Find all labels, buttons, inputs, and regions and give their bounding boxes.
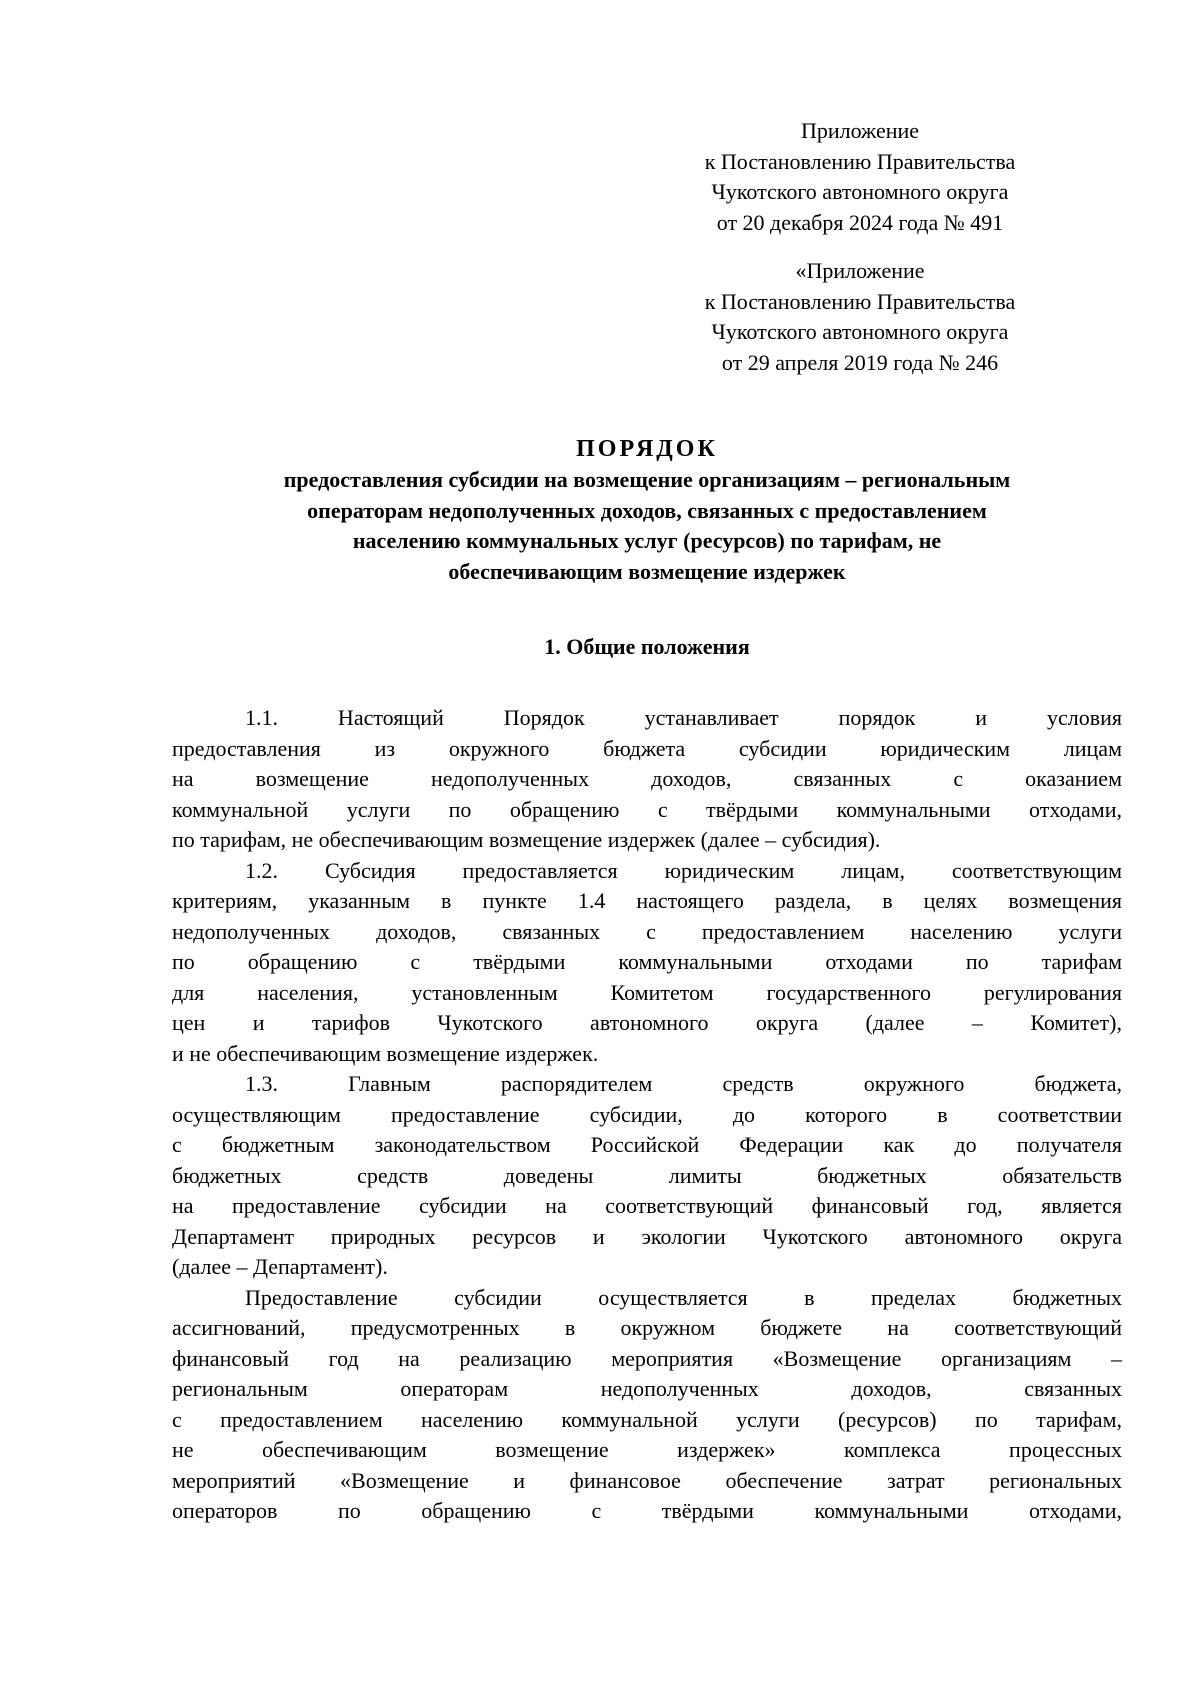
annex-line: к Постановлению Правительства <box>704 148 1016 174</box>
paragraph-line: критериям, указанным в пункте 1.4 настоящего раздела, в целях возмещения <box>172 888 1122 913</box>
paragraph-line: по тарифам, не обеспечивающим возмещение издержек (далее – субсидия). <box>172 827 881 852</box>
paragraph-line: цен и тарифов Чукотского автономного округа (далее – Комитет), <box>172 1010 1122 1035</box>
annex-line: от 29 апреля 2019 года № 246 <box>721 349 999 375</box>
paragraph-line: коммунальной услуги по обращению с твёрдыми коммунальными отходами, <box>172 796 1122 822</box>
paragraph-line: для населения, установленным Комитетом государственного регулирования <box>172 979 1122 1005</box>
paragraph-line: на предоставление субсидии на соответствующий финансовый год, является <box>172 1193 1122 1218</box>
paragraph-line: Предоставление субсидии осуществляется в пределах бюджетных <box>245 1284 1122 1310</box>
paragraph-line: по обращению с твёрдыми коммунальными отходами по тарифам <box>172 949 1122 974</box>
paragraph-line: с бюджетным законодательством Российской Федерации как до получателя <box>172 1132 1122 1157</box>
paragraph-line: осуществляющим предоставление субсидии, до которого в соответствии <box>172 1101 1122 1127</box>
document-body <box>172 703 1122 1527</box>
subtitle-line: предоставления субсидии на возмещение организациям – региональным <box>283 467 1011 492</box>
annex-line: Чукотского автономного округа <box>711 179 1009 204</box>
subtitle-line: обеспечивающим возмещение издержек <box>448 558 846 584</box>
paragraph-line: не обеспечивающим возмещение издержек» комплекса процессных <box>172 1437 1122 1462</box>
annex-line: к Постановлению Правительства <box>704 288 1016 314</box>
annex-header-original <box>690 256 1030 378</box>
document-title-block <box>172 433 1122 587</box>
paragraph-line: 1.3. Главным распорядителем средств окружного бюджета, <box>245 1071 1122 1096</box>
paragraph-line: ассигнований, предусмотренных в окружном бюджете на соответствующий <box>172 1315 1122 1340</box>
annex-line: Приложение <box>800 118 920 143</box>
annex-header-current <box>690 116 1030 238</box>
paragraph-line: региональным операторам недополученных доходов, связанных <box>172 1376 1122 1401</box>
subtitle-line: операторам недополученных доходов, связанных с предоставлением <box>307 497 987 523</box>
paragraph-line: операторов по обращению с твёрдыми коммунальными отходами, <box>172 1498 1122 1523</box>
paragraph-line: 1.1. Настоящий Порядок устанавливает порядок и условия <box>245 705 1122 730</box>
paragraph-line: финансовый год на реализацию мероприятия «Возмещение организациям – <box>172 1345 1122 1371</box>
subtitle-line: населению коммунальных услуг (ресурсов) по тарифам, не <box>352 528 942 553</box>
annex-line: Чукотского автономного округа <box>711 319 1009 344</box>
document-subtitle <box>172 465 1122 587</box>
paragraph-line: и не обеспечивающим возмещение издержек. <box>172 1040 599 1066</box>
paragraph-line: Департамент природных ресурсов и экологии Чукотского автономного округа <box>172 1223 1122 1249</box>
paragraph-line: на возмещение недополученных доходов, связанных с оказанием <box>172 766 1122 791</box>
paragraph-line: предоставления из окружного бюджета субсидии юридическим лицам <box>172 735 1122 761</box>
paragraph-line: 1.2. Субсидия предоставляется юридическим лицам, соответствующим <box>245 857 1122 883</box>
paragraph-line: недополученных доходов, связанных с предоставлением населению услуги <box>172 918 1122 944</box>
paragraph-line: (далее – Департамент). <box>172 1254 388 1279</box>
paragraph-line: с предоставлением населению коммунальной услуги (ресурсов) по тарифам, <box>172 1406 1122 1432</box>
annex-line: от 20 декабря 2024 года № 491 <box>716 209 1004 235</box>
section-heading: 1. Общие положения <box>544 634 750 659</box>
document-title: ПОРЯДОК <box>576 436 718 462</box>
annex-line: «Приложение <box>795 258 925 283</box>
paragraph-line: мероприятий «Возмещение и финансовое обеспечение затрат региональных <box>172 1467 1122 1493</box>
paragraph-line: бюджетных средств доведены лимиты бюджетных обязательств <box>172 1162 1122 1188</box>
